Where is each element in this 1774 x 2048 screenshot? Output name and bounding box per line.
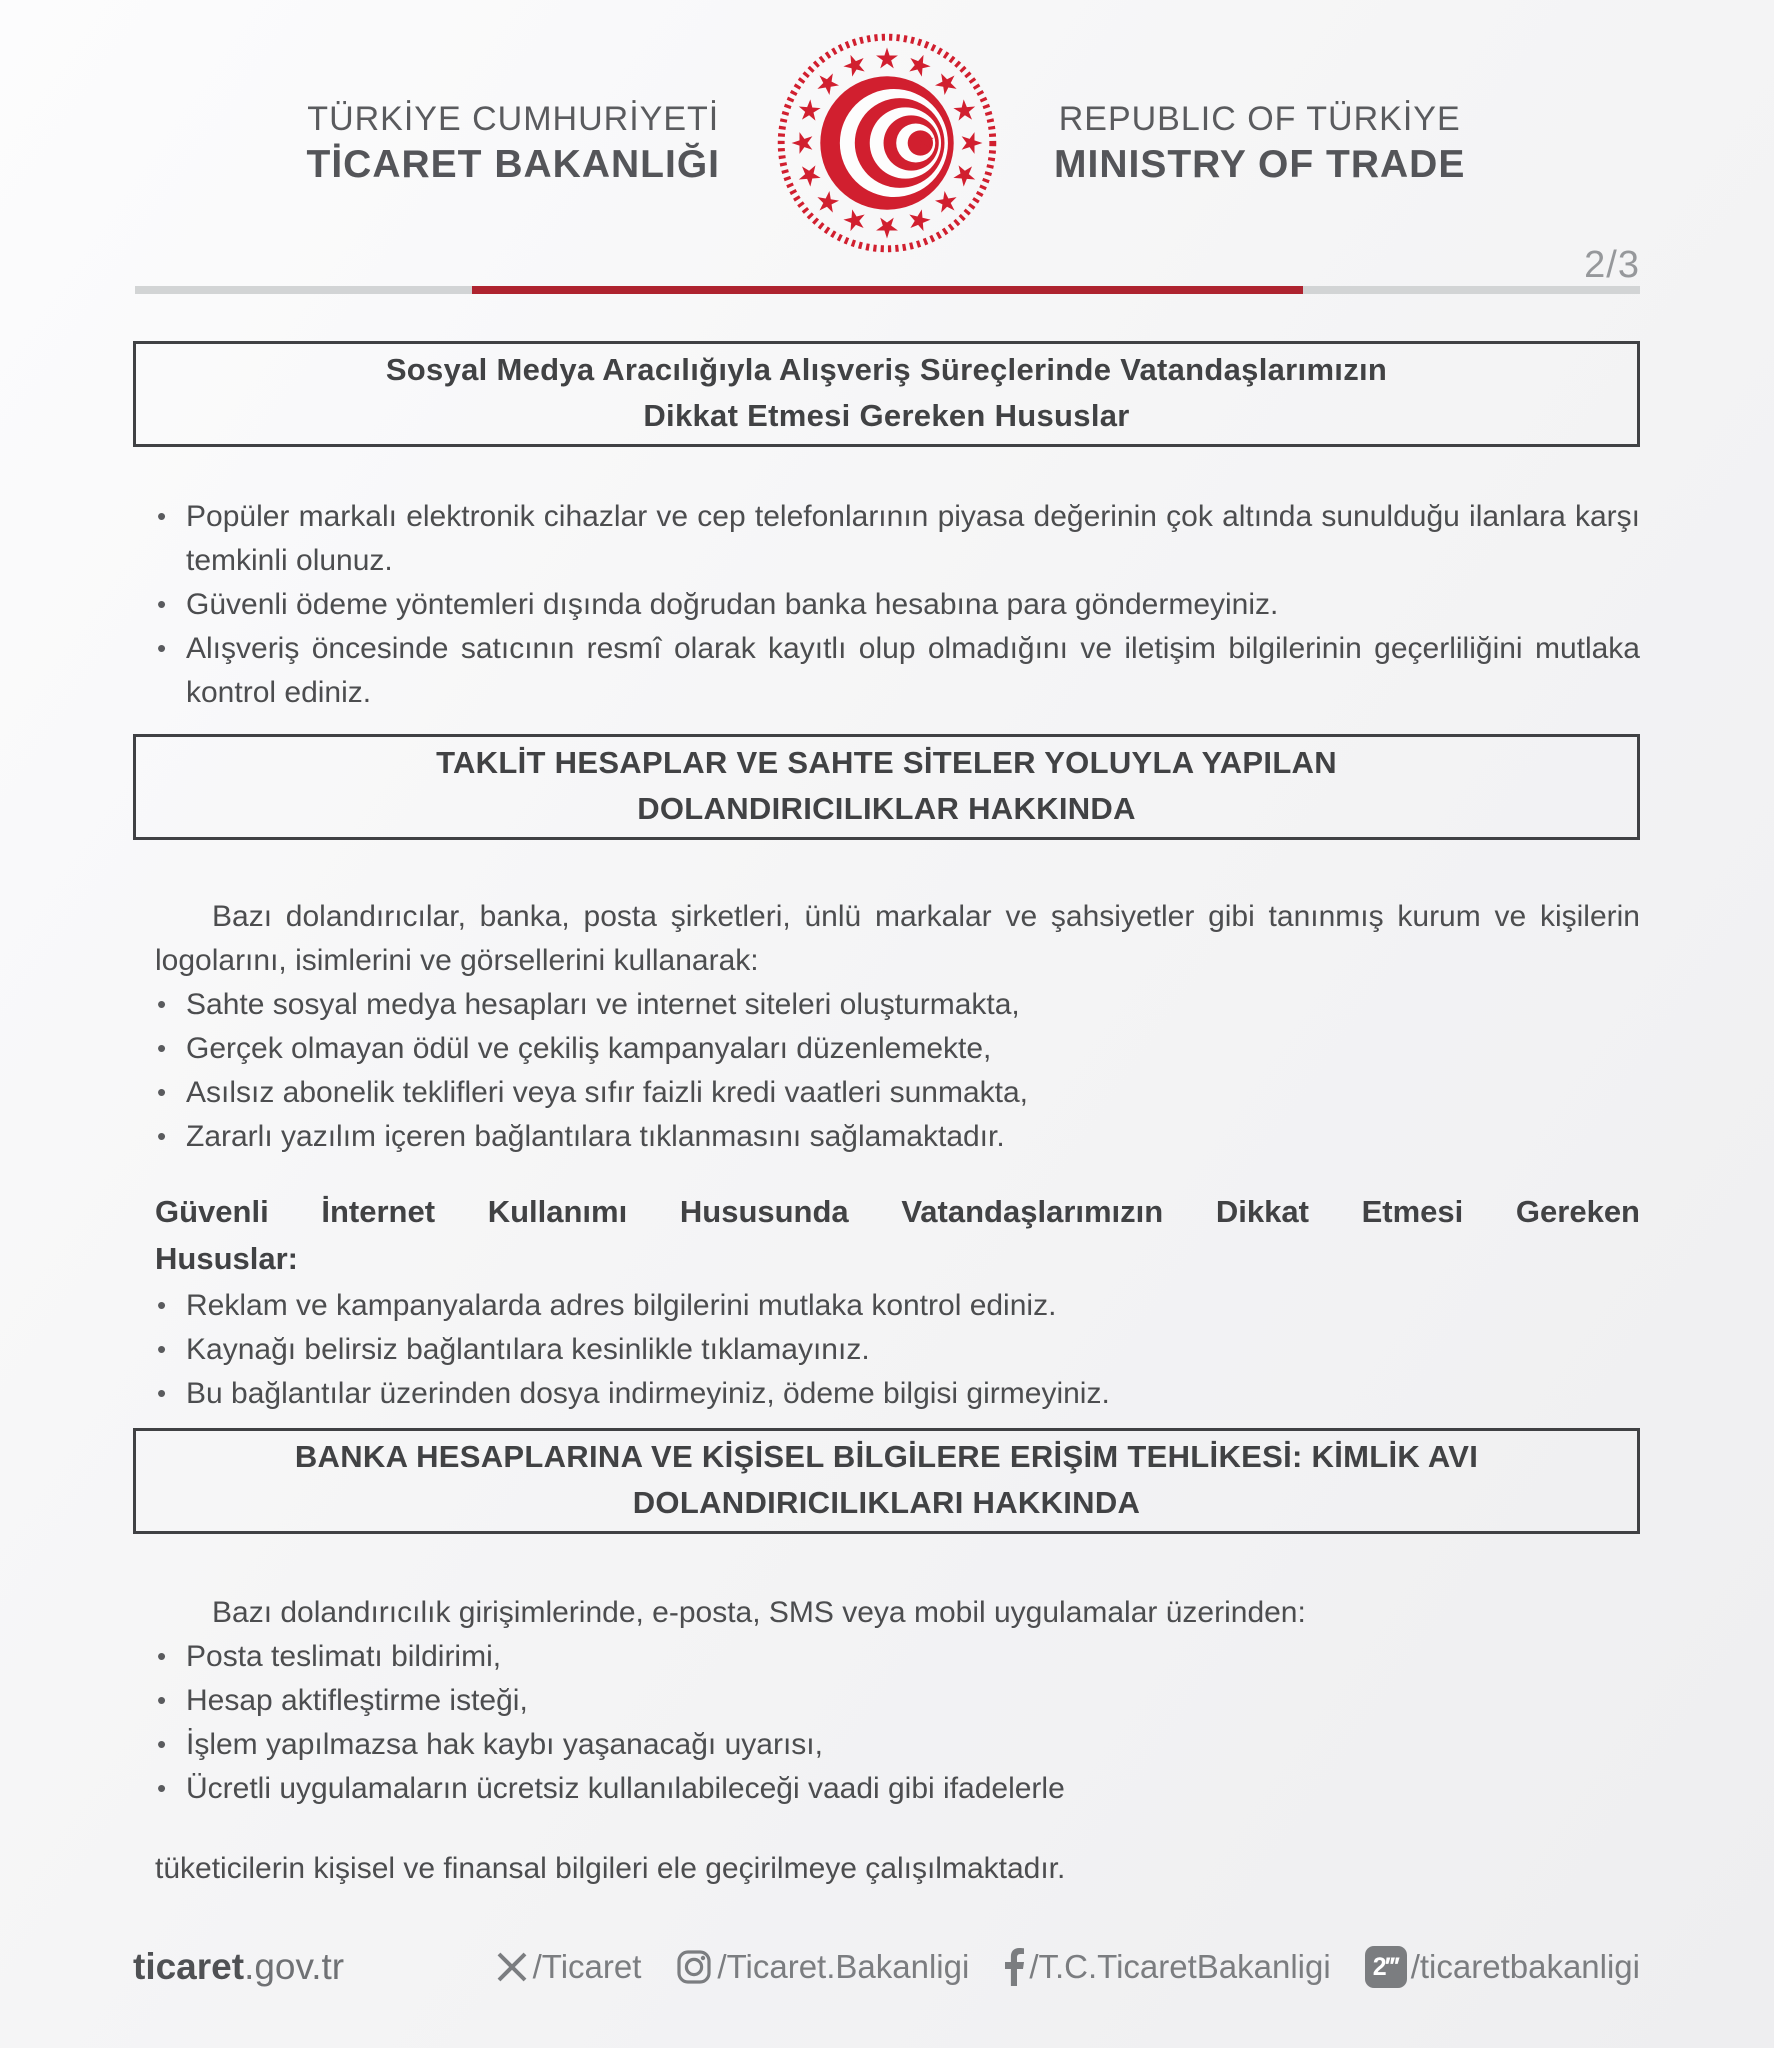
bullet-list-fake-accounts xyxy=(155,983,1640,1159)
ministry-name-tr-line2: TİCARET BAKANLIĞI xyxy=(306,143,720,186)
instagram-icon xyxy=(675,1948,713,1986)
section-title-box-social-media xyxy=(133,341,1640,447)
intro-paragraph: Bazı dolandırıcılık girişimlerinde, e-posta, SMS veya mobil uygulamalar üzerinden: xyxy=(212,1596,1306,1629)
bullet-list-phishing xyxy=(155,1635,1640,1811)
list-item: • Posta teslimatı bildirimi, xyxy=(155,1635,1640,1679)
section-title-box-fake-accounts xyxy=(133,734,1640,840)
ministry-header xyxy=(0,28,1774,258)
content-area xyxy=(133,341,1640,1891)
subheading-line: Güvenli İnternet Kullanımı Hususunda Vatandaşlarımızın Dikkat Etmesi Gereken xyxy=(155,1194,1640,1229)
list-item: • Güvenli ödeme yöntemleri dışında doğrudan banka hesabına para göndermeyiniz. xyxy=(155,583,1640,627)
section-title-box-phishing xyxy=(133,1428,1640,1534)
list-item: • İşlem yapılmazsa hak kaybı yaşanacağı uyarısı, xyxy=(155,1723,1640,1767)
facebook-icon xyxy=(1003,1948,1025,1986)
intro-paragraph: Bazı dolandırıcılar, banka, posta şirketleri, ünlü markalar ve şahsiyetler gibi tanınmış kurum ve kişilerin logolarını, isimlerini ve görsellerini kullanarak: xyxy=(155,900,1640,977)
list-item: • Sahte sosyal medya hesapları ve internet siteleri oluşturmakta, xyxy=(155,983,1640,1027)
website-url-bold: ticaret xyxy=(133,1946,245,1987)
section-title-line: Dikkat Etmesi Gereken Hususlar xyxy=(643,398,1130,433)
progress-fill xyxy=(472,286,1303,294)
list-item: • Asılsız abonelik teklifleri veya sıfır faizli kredi vaatleri sunmakta, xyxy=(155,1071,1640,1115)
website-url xyxy=(133,1946,344,1988)
bullet-list-safe-internet xyxy=(155,1284,1640,1416)
social-links xyxy=(495,1946,1640,1988)
progress-track xyxy=(135,286,1640,294)
closing-line: tüketicilerin kişisel ve finansal bilgileri ele geçirilmeye çalışılmaktadır. xyxy=(155,1852,1066,1885)
social-handle: /T.C.TicaretBakanligi xyxy=(1029,1948,1331,1985)
section-title-line: TAKLİT HESAPLAR VE SAHTE SİTELER YOLUYLA YAPILAN xyxy=(436,745,1337,780)
section-title-line: DOLANDIRICILIKLARI HAKKINDA xyxy=(632,1485,1141,1520)
ministry-name-en-line2: MINISTRY OF TRADE xyxy=(1054,143,1466,186)
x-icon xyxy=(495,1950,529,1984)
ministry-name-turkish xyxy=(307,97,720,189)
social-handle: /Ticaret xyxy=(532,1948,642,1985)
social-handle: /Ticaret.Bakanligi xyxy=(717,1948,970,1985)
social-handle: /ticaretbakanligi xyxy=(1410,1948,1640,1985)
bullet-list-social-media xyxy=(155,495,1640,715)
list-item: • Hesap aktifleştirme isteği, xyxy=(155,1679,1640,1723)
social-item-instagram xyxy=(675,1948,969,1986)
list-item: • Kaynağı belirsiz bağlantılara kesinlikle tıklamayınız. xyxy=(155,1328,1640,1372)
fake-accounts-body xyxy=(133,895,1640,1159)
ministry-of-trade-emblem-icon xyxy=(772,28,1002,258)
phishing-body xyxy=(133,1591,1640,1811)
list-item: • Gerçek olmayan ödül ve çekiliş kampanyaları düzenlemekte, xyxy=(155,1027,1640,1071)
list-item: • Bu bağlantılar üzerinden dosya indirmeyiniz, ödeme bilgisi girmeyiniz. xyxy=(155,1372,1640,1416)
website-url-rest: .gov.tr xyxy=(244,1946,345,1987)
section-title-line: DOLANDIRICILIKLAR HAKKINDA xyxy=(637,791,1136,826)
social-item-x xyxy=(495,1948,642,1986)
footer xyxy=(133,1946,1640,1988)
list-item: • Zararlı yazılım içeren bağlantılara tıklanmasını sağlamaktadır. xyxy=(155,1115,1640,1159)
social-2n-icon: 2‴ xyxy=(1365,1946,1407,1988)
social-item-facebook xyxy=(1003,1948,1330,1986)
social-item-2n xyxy=(1365,1946,1640,1988)
page-indicator: 2/3 xyxy=(1584,244,1640,286)
ministry-name-english xyxy=(1054,97,1465,189)
section-title-line: BANKA HESAPLARINA VE KİŞİSEL BİLGİLERE ERİŞİM TEHLİKESİ: KİMLİK AVI xyxy=(294,1439,1479,1474)
list-item: • Reklam ve kampanyalarda adres bilgilerini mutlaka kontrol ediniz. xyxy=(155,1284,1640,1328)
ministry-name-tr-line1: TÜRKİYE CUMHURİYETİ xyxy=(307,100,720,138)
section-title-line: Sosyal Medya Aracılığıyla Alışveriş Süreçlerinde Vatandaşlarımızın xyxy=(385,352,1388,387)
list-item: • Ücretli uygulamaların ücretsiz kullanılabileceği vaadi gibi ifadelerle xyxy=(155,1767,1640,1811)
safe-internet-subheading xyxy=(155,1188,1640,1282)
subheading-line: Hususlar: xyxy=(155,1241,298,1276)
ministry-name-en-line1: REPUBLIC OF TÜRKİYE xyxy=(1058,100,1461,138)
list-item: • Popüler markalı elektronik cihazlar ve cep telefonlarının piyasa değerinin çok altında sunulduğu ilanlara karşı temkinli olunuz. xyxy=(155,495,1640,583)
list-item: • Alışveriş öncesinde satıcının resmî olarak kayıtlı olup olmadığını ve iletişim bilgilerinin geçerliliğini mutlaka kontrol ediniz. xyxy=(155,627,1640,715)
